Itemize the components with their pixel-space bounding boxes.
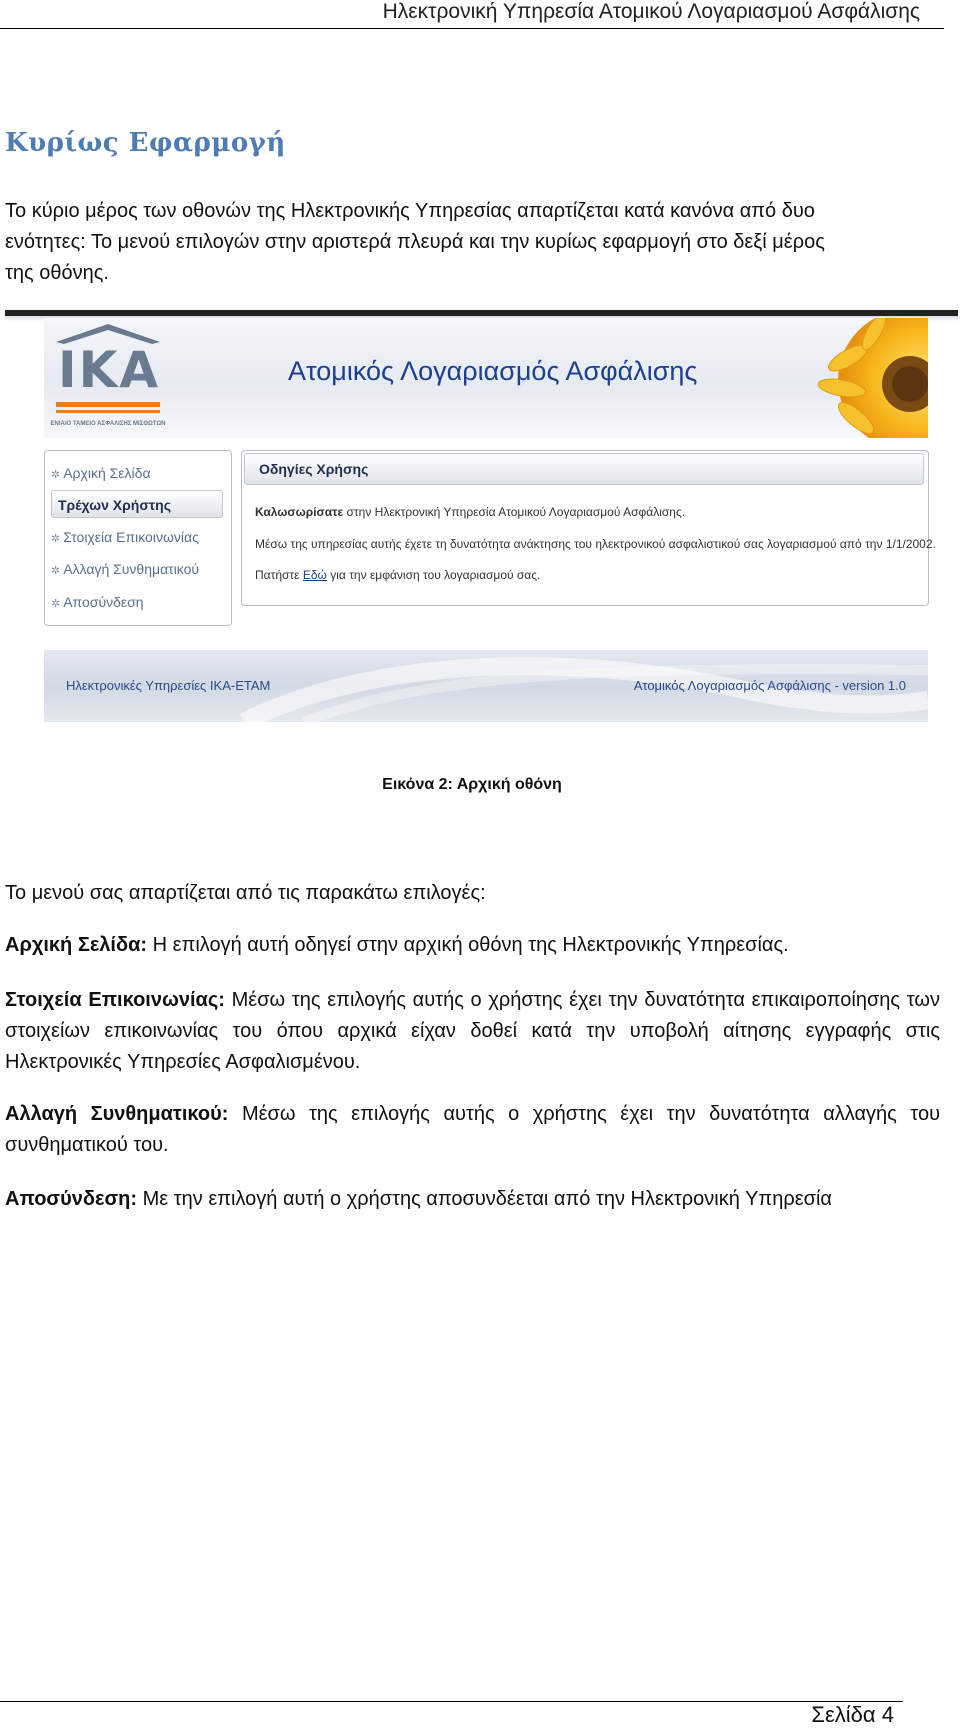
figure-caption: Εικόνα 2: Αρχική οθόνη (382, 776, 562, 793)
section-heading: Κυρίως Εφαρμογή (5, 128, 286, 158)
intro-paragraph (5, 196, 940, 289)
footer-version-text: Ατομικός Λογαριασμός Ασφάλισης - version 1.0 (633, 678, 906, 693)
item-term: Στοιχεία Επικοινωνίας: (5, 989, 225, 1011)
item-text: Μέσω της επιλογής αυτής ο χρήστης έχει την δυνατότητα αλλαγής του συνθηματικού του. (5, 1103, 941, 1156)
item-contact-description (5, 985, 940, 1078)
item-term: Αλλαγή Συνθηματικού: (5, 1103, 229, 1125)
item-text: Με την επιλογή αυτή ο χρήστης αποσυνδέεται από την Ηλεκτρονική Υπηρεσία (137, 1188, 832, 1210)
welcome-rest: στην Ηλεκτρονική Υπηρεσία Ατομικού Λογαριασμού Ασφάλισης. (343, 505, 686, 519)
gear-bullet-icon: ✲ (51, 565, 61, 577)
running-title: Ηλεκτρονική Υπηρεσία Ατομικού Λογαριασμού Ασφάλισης (382, 0, 920, 23)
footer-left-text: Ηλεκτρονικές Υπηρεσίες ΙΚΑ-ΕΤΑΜ (66, 678, 271, 693)
gear-bullet-icon: ✲ (51, 533, 61, 545)
item-text: Η επιλογή αυτή οδηγεί στην αρχική οθόνη της Ηλεκτρονικής Υπηρεσίας. (147, 934, 789, 956)
item-logout-description (5, 1184, 940, 1215)
item-term: Αρχική Σελίδα: (5, 934, 148, 956)
welcome-bold: Καλωσωρίσατε (255, 505, 344, 519)
item-password-description (5, 1099, 940, 1161)
footer-rule (0, 1701, 903, 1702)
menu-intro: Το μενού σας απαρτίζεται από τις παρακάτω επιλογές: (5, 882, 486, 904)
welcome-line (255, 505, 685, 519)
line3-after: για την εμφάνιση του λογαριασμού σας. (326, 568, 541, 582)
menu-item-home[interactable] (51, 459, 223, 487)
menu-item-label: Αποσύνδεση (63, 594, 144, 610)
menu-item-contact[interactable] (51, 523, 223, 551)
here-link[interactable]: Εδώ (302, 568, 327, 582)
logo-tagline: ΕΝΙΑΙΟ ΤΑΜΕΙΟ ΑΣΦΑΛΙΣΗΣ ΜΙΣΘΩΤΩΝ (50, 421, 166, 427)
page-header (0, 0, 944, 29)
intro-line-1: Το κύριο μέρος των οθονών της Ηλεκτρονικής Υπηρεσίας απαρτίζεται κατά κανόνα από δυο (5, 200, 815, 222)
banner-title: Ατομικός Λογαριασμός Ασφάλισης (288, 356, 698, 386)
menu-panel (44, 450, 232, 626)
app-footer (44, 650, 928, 722)
item-term: Αποσύνδεση: (5, 1188, 138, 1210)
menu-item-label: Αλλαγή Συνθηματικού (63, 561, 200, 577)
menu-item-label: Αρχική Σελίδα (63, 465, 151, 481)
item-home-description (5, 930, 940, 961)
sunflower-icon (818, 318, 928, 438)
page-number: Σελίδα 4 (811, 1702, 894, 1727)
content-title: Οδηγίες Χρήσης (244, 453, 924, 485)
item-text: Μέσω της επιλογής αυτής ο χρήστης έχει την δυνατότητα επικαιροποίησης των στοιχείων επικοινωνίας του όπου αρχικά είχαν δοθεί κατά την υποβολή αίτησης εγγραφής στις Ηλεκτρονικές Υπηρεσίες Ασφαλισμένου. (5, 989, 940, 1073)
intro-line-3: της οθόνης. (5, 262, 109, 284)
menu-item-change-password[interactable] (51, 555, 223, 583)
gear-bullet-icon: ✲ (51, 598, 61, 610)
service-description: Μέσω της υπηρεσίας αυτής έχετε τη δυνατότητα ανάκτησης του ηλεκτρονικού ασφαλιστικού σας λογαριασμού από την 1/1/2002. (255, 537, 936, 551)
logo-letters: IKA (57, 341, 161, 399)
content-panel (241, 450, 936, 606)
ika-logo (48, 322, 168, 434)
menu-item-label: Στοιχεία Επικοινωνίας (63, 529, 199, 545)
menu-item-label: Τρέχων Χρήστης (58, 497, 172, 513)
menu-item-current-user[interactable] (51, 490, 223, 518)
line3-before: Πατήστε (255, 568, 303, 582)
app-banner (44, 318, 928, 438)
account-link-line (255, 568, 540, 582)
intro-line-2: ενότητες: Το μενού επιλογών στην αριστερά πλευρά και την κυρίως εφαρμογή στο δεξί μέρος (5, 231, 825, 253)
gear-bullet-icon: ✲ (51, 469, 61, 481)
menu-item-logout[interactable] (51, 588, 223, 616)
